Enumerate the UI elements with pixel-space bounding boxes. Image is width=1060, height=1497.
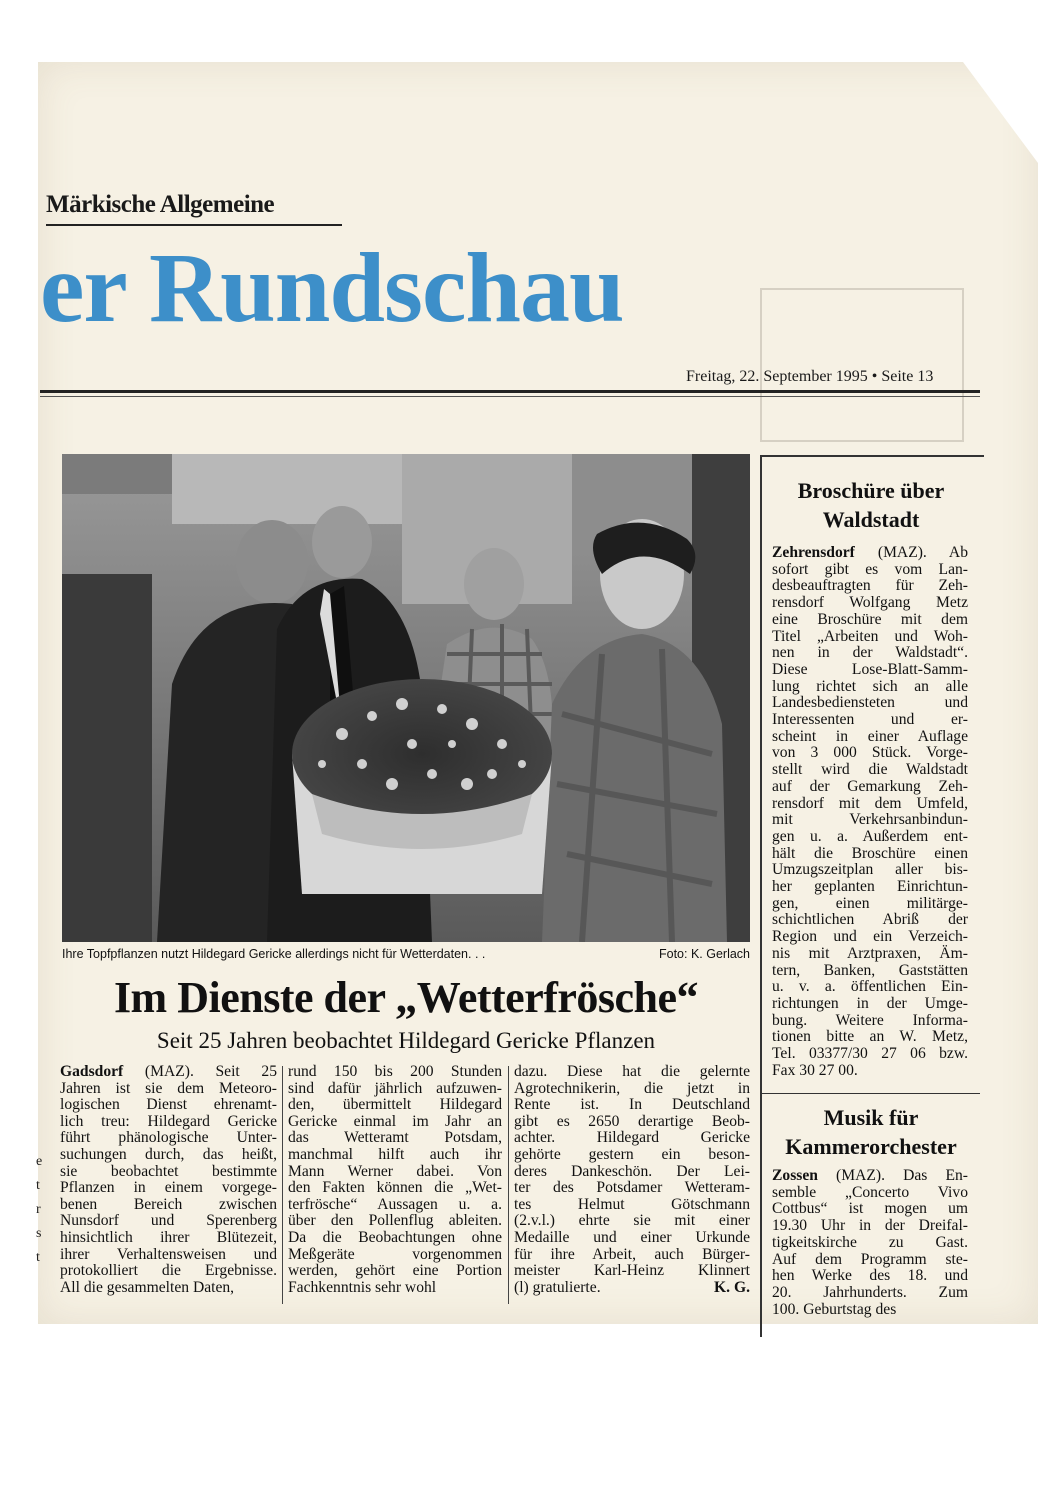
text-content: logischen Dienst ehrenamt- [60, 1096, 277, 1114]
text-line [772, 1268, 968, 1285]
dateline-place: Gadsdorf [60, 1063, 124, 1080]
text-line [772, 1235, 968, 1252]
text-line [60, 1064, 277, 1081]
text-content: bung. Weitere Informa- [772, 1011, 968, 1029]
column-divider [508, 1066, 509, 1304]
sidebar-story2-title [764, 1103, 978, 1161]
text-line [772, 862, 968, 879]
text-content: Nunsdorf und Sperenberg [60, 1212, 277, 1230]
adjacent-column-fragment [36, 1150, 46, 1270]
text-line [514, 1180, 750, 1197]
text-content: (MAZ). Seit 25 [123, 1063, 277, 1080]
text-line [772, 996, 968, 1013]
fragment-letter: e [36, 1154, 43, 1169]
text-content: werden, gehört eine Portion [288, 1262, 502, 1280]
text-content: semble „Concerto Vivo [772, 1183, 968, 1201]
text-line [514, 1197, 750, 1214]
text-content: Rente ist. In Deutschland [514, 1096, 750, 1114]
column-divider [282, 1066, 283, 1304]
text-line [514, 1147, 750, 1164]
text-line [772, 679, 968, 696]
fragment-letter: t [36, 1250, 40, 1265]
text-content: meister Karl-Heinz Klinnert [514, 1262, 750, 1280]
text-line [60, 1130, 277, 1147]
text-content: Interessenten und er- [772, 711, 968, 729]
text-line [772, 1046, 968, 1063]
text-line [772, 1185, 968, 1202]
text-content: 20. Jahrhunderts. Zum [772, 1283, 968, 1301]
text-line [288, 1147, 502, 1164]
text-content: rensdorf Wolfgang Metz [772, 594, 968, 612]
text-line [772, 1013, 968, 1030]
text-content: deres Dankeschön. Der Lei- [514, 1162, 750, 1180]
text-line [288, 1114, 502, 1131]
text-line [772, 912, 968, 929]
text-line [60, 1230, 277, 1247]
text-content: (2.v.l.) ehrte sie mit einer [514, 1212, 750, 1230]
text-content: den Fakten können die „Wet- [288, 1179, 502, 1197]
text-content: hinsichtlich ihrer Blütezeit, [60, 1228, 277, 1246]
text-content: tionen bitte an W. Metz, [772, 1028, 968, 1046]
text-line [288, 1064, 502, 1081]
text-line [772, 946, 968, 963]
sidebar-story1-title [764, 476, 978, 534]
text-line [772, 1201, 968, 1218]
text-content: 19.30 Uhr in der Dreifal- [772, 1217, 968, 1235]
text-content: ihrer Verhaltensweisen und [60, 1245, 277, 1263]
text-line [60, 1180, 277, 1197]
photo-caption-row [62, 947, 750, 961]
text-content: rensdorf mit dem Umfeld, [772, 794, 968, 812]
article-column-2 [288, 1064, 502, 1296]
text-content: 100. Geburtstag des [772, 1300, 897, 1318]
text-content: Agrotechnikerin, die jetzt in [514, 1079, 750, 1097]
text-line [772, 979, 968, 996]
text-content: gen, einen militärge- [772, 894, 968, 912]
text-content: eine Broschüre mit dem [772, 610, 968, 628]
text-line [772, 762, 968, 779]
masthead-big-title: er Rundschau [40, 232, 624, 343]
sidebar-story1-title-line1: Broschüre über [797, 478, 945, 503]
text-content: nis mit Arztpraxen, Äm- [772, 944, 968, 962]
bleed-through-box [760, 288, 964, 442]
text-line [772, 1302, 968, 1319]
text-line [772, 562, 968, 579]
text-line [514, 1280, 750, 1297]
text-content: sie beobachtet bestimmte [60, 1162, 277, 1180]
masthead-small-title: Märkische Allgemeine [46, 191, 275, 218]
text-line [514, 1263, 750, 1280]
text-line [772, 846, 968, 863]
text-line [288, 1081, 502, 1098]
text-content: Tel. 03377/30 27 06 bzw. [772, 1045, 968, 1063]
text-content: tigkeitskirche zu Gast. [772, 1233, 968, 1251]
text-content: All die gesammelten Daten, [60, 1278, 235, 1296]
text-content: Fachkenntnis sehr wohl [288, 1278, 437, 1296]
text-content: den, übermittelt Hildegard [288, 1096, 502, 1114]
text-line [60, 1147, 277, 1164]
text-line [288, 1197, 502, 1214]
text-content: benen Bereich zwischen [60, 1195, 277, 1213]
article-headline: Im Dienste der „Wetterfrösche“ [113, 973, 699, 1022]
text-line [772, 1063, 968, 1080]
text-content: scheint in einer Auflage [772, 727, 968, 745]
text-content: Pflanzen in einem vorgege- [60, 1179, 277, 1197]
text-content: Landesbediensteten und [772, 694, 968, 712]
text-content: auf der Gemarkung Zeh- [772, 777, 968, 795]
text-line [772, 796, 968, 813]
text-content: hen Werke des 18. und [772, 1267, 968, 1285]
photo-caption: Ihre Topfpflanzen nutzt Hildegard Gericke allerdings nicht für Wetterdaten. . . [62, 947, 486, 961]
text-line [772, 1285, 968, 1302]
text-line [288, 1180, 502, 1197]
text-content: Meßgeräte vorgenommen [288, 1245, 502, 1263]
text-line [772, 595, 968, 612]
text-content: Auf dem Programm ste- [772, 1250, 968, 1268]
text-line [772, 896, 968, 913]
text-line [772, 963, 968, 980]
article-column-1 [60, 1064, 277, 1296]
text-content: Gericke einmal im Jahr an [288, 1112, 502, 1130]
text-line [514, 1130, 750, 1147]
text-content: desbeauftragten für Zeh- [772, 577, 968, 595]
text-content: Region und ein Verzeich- [772, 928, 968, 946]
text-line [514, 1097, 750, 1114]
text-content: Medaille und einer Urkunde [514, 1228, 750, 1246]
text-content: u. v. a. öffentlichen Ein- [772, 978, 968, 996]
text-line [772, 629, 968, 646]
text-line [514, 1081, 750, 1098]
text-content: Diese Lose-Blatt-Samm- [772, 660, 968, 678]
text-content: von 3 000 Stück. Vorge- [772, 744, 968, 762]
text-content: manchmal hilft auch ihr [288, 1145, 502, 1163]
text-line [772, 578, 968, 595]
text-line [772, 729, 968, 746]
sidebar-story2-title-line1: Musik für [823, 1105, 919, 1130]
article-column-3 [514, 1064, 750, 1296]
sidebar-story-divider [762, 1093, 980, 1094]
article-photo [62, 454, 750, 942]
text-line [60, 1247, 277, 1264]
text-content: Mann Werner dabei. Von [288, 1162, 502, 1180]
dateline-place: Zehrensdorf [772, 544, 855, 561]
text-line [288, 1097, 502, 1114]
text-content: (MAZ). Ab [854, 544, 968, 561]
text-line [772, 695, 968, 712]
text-content: rund 150 bis 200 Stunden [288, 1063, 502, 1080]
text-content: mit Verkehrsanbindun- [772, 811, 968, 829]
text-line [772, 612, 968, 629]
text-content: Umzugszeitplan aller bis- [772, 861, 968, 879]
text-line [772, 745, 968, 762]
dateline-place: Zossen [772, 1167, 818, 1184]
text-line [772, 929, 968, 946]
text-content: führt phänologische Unter- [60, 1129, 277, 1147]
text-content: über den Pollenflug ableiten. [288, 1212, 502, 1230]
text-content: sofort gibt es vom Lan- [772, 560, 968, 578]
text-content: für ihre Arbeit, auch Bürger- [514, 1245, 750, 1263]
text-content: Fax 30 27 00. [772, 1061, 858, 1079]
text-line [60, 1213, 277, 1230]
sidebar-story1-text [772, 545, 968, 1080]
text-line [514, 1213, 750, 1230]
text-content: suchungen durch, das heißt, [60, 1145, 277, 1163]
text-content: sind dafür jährlich aufzuwen- [288, 1079, 502, 1097]
text-line [772, 645, 968, 662]
text-line [514, 1114, 750, 1131]
text-line [772, 879, 968, 896]
article-subheadline: Seit 25 Jahren beobachtet Hildegard Gericke Pflanzen [156, 1028, 656, 1053]
text-line [772, 1168, 968, 1185]
text-line [772, 712, 968, 729]
text-line [60, 1280, 277, 1297]
fragment-letter: s [36, 1226, 42, 1241]
fragment-letter: t [36, 1178, 40, 1193]
text-line [288, 1230, 502, 1247]
text-line [60, 1164, 277, 1181]
text-line [514, 1247, 750, 1264]
dateline: Freitag, 22. September 1995 • Seite 13 [686, 368, 934, 385]
text-content: stellt wird die Waldstadt [772, 761, 968, 779]
text-line [514, 1230, 750, 1247]
text-content: Jahren ist sie dem Meteoro- [60, 1079, 277, 1097]
author-signature: K. G. [714, 1278, 750, 1296]
text-line [288, 1247, 502, 1264]
fragment-letter: r [36, 1202, 41, 1217]
text-content: tes Helmut Götschmann [514, 1195, 750, 1213]
text-content: lich treu: Hildegard Gericke [60, 1112, 277, 1130]
text-line [60, 1097, 277, 1114]
text-line [772, 829, 968, 846]
text-line [772, 1029, 968, 1046]
text-content: lung richtet sich an alle [772, 677, 968, 695]
text-content: richtungen in der Umge- [772, 994, 968, 1012]
text-line [772, 779, 968, 796]
masthead-rule [40, 390, 980, 393]
text-content: schichtlichen Abriß der [772, 911, 968, 929]
text-line [60, 1114, 277, 1131]
text-content: gibt es 2650 derartige Beob- [514, 1112, 750, 1130]
text-line [60, 1263, 277, 1280]
text-line [288, 1263, 502, 1280]
text-content: Da die Beobachtungen ohne [288, 1228, 502, 1246]
text-line [60, 1197, 277, 1214]
text-content: gehörte gestern ein beson- [514, 1145, 750, 1163]
text-content: tern, Banken, Gaststätten [772, 961, 968, 979]
text-line [60, 1081, 277, 1098]
text-content: nen in der Waldstadt“. [772, 644, 968, 662]
text-line [288, 1164, 502, 1181]
text-line [514, 1064, 750, 1081]
text-line [772, 1218, 968, 1235]
text-content: Titel „Arbeiten und Woh- [772, 627, 968, 645]
text-line [772, 1252, 968, 1269]
masthead-underline [46, 224, 342, 226]
text-content: achter. Hildegard Gericke [514, 1129, 750, 1147]
text-line [288, 1130, 502, 1147]
text-content: dazu. Diese hat die gelernte [514, 1063, 750, 1080]
text-content: hält die Broschüre einen [772, 844, 968, 862]
text-line [288, 1280, 502, 1297]
text-content: (l) gratulierte. [514, 1278, 601, 1296]
text-line [772, 545, 968, 562]
sidebar-story1-title-line2: Waldstadt [822, 507, 920, 532]
text-content: gen u. a. Außerdem ent- [772, 827, 968, 845]
text-line [772, 812, 968, 829]
text-content: protokolliert die Ergebnisse. [60, 1262, 277, 1280]
text-content: ter des Potsdamer Wetteram- [514, 1179, 750, 1197]
sidebar-story2-text [772, 1168, 968, 1318]
text-content: (MAZ). Das En- [817, 1167, 968, 1184]
text-content: Cottbus“ ist mogen um [772, 1200, 968, 1218]
text-line [514, 1164, 750, 1181]
masthead-rule-thin [40, 396, 980, 397]
sidebar-story2-title-line2: Kammerorchester [785, 1134, 957, 1159]
photo-credit: Foto: K. Gerlach [658, 947, 750, 961]
text-line [772, 662, 968, 679]
text-content: das Wetteramt Potsdam, [288, 1129, 502, 1147]
text-content: terfrösche“ Aussagen u. a. [288, 1195, 502, 1213]
text-content: her geplanten Einrichtun- [772, 878, 968, 896]
text-line [288, 1213, 502, 1230]
